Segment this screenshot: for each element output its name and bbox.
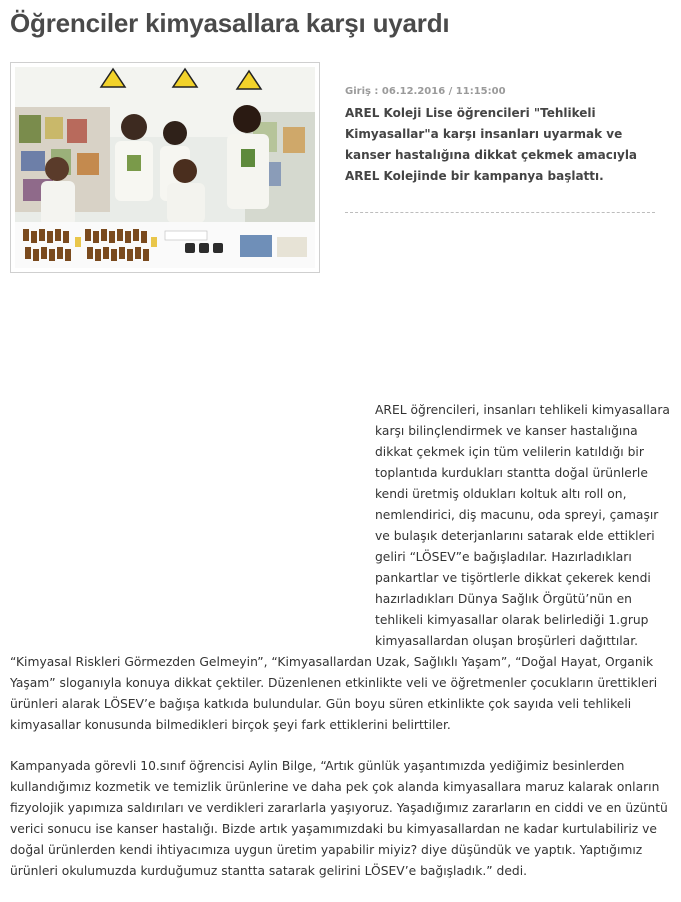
publish-date [345, 86, 506, 97]
publish-date-value: 06.12.2016 / 11:15:00 [381, 86, 506, 97]
article-body [10, 400, 670, 902]
article-summary: AREL Koleji Lise öğrencileri "Tehlikeli Kimyasallar"a karşı insanları uyarmak ve kanser hastalığına dikkat çekmek amacıyla AREL Kolejinde bir kampanya başlattı. [345, 106, 638, 183]
article-paragraph-1: AREL öğrencileri, insanları tehlikeli kimyasallara karşı bilinçlendirmek ve kanser hastalığına dikkat çekmek için tüm velilerin katıldığı bir toplantıda kurdukları stantta doğal ürünlerle kendi üretmiş oldukları koltuk altı roll on, nemlendirici, diş macunu, oda spreyi, çamaşır ve bulaşık deterjanlarını satarak elde ettikleri geliri “LÖSEV”e bağışladılar. Hazırladıkları pankartlar ve tişörtlerle dikkat çekerek kendi hazırladıkları Dünya Sağlık Örgütü’nün en tehlikeli kimyasallar olarak belirlediği 1.grup kimyasallardan oluşan broşürleri dağıttılar. “Kimyasal Riskleri Görmezden Gelmeyin”, “Kimyasallardan Uzak, Sağlıklı Yaşam”, “Doğal Hayat, Organik Yaşam” sloganıyla konuya dikkat çektiler. Düzenlenen etkinlikte veli ve öğretmenler çocukların ürettikleri ürünleri alarak LÖSEV’e bağışa katkıda bulundular. Gün boyu süren etkinlikte çok sayıda veli tehlikeli kimyasallar konusunda bilmedikleri birçok şeyi fark ettiklerini belirttiler. [10, 403, 670, 732]
students-stand-photo [15, 67, 315, 268]
publish-date-label: Giriş : [345, 86, 379, 97]
summary-divider [345, 212, 655, 213]
article-title: Öğrenciler kimyasallara karşı uyardı [10, 8, 450, 38]
article-photo[interactable] [10, 62, 320, 273]
article-paragraph-2: Kampanyada görevli 10.sınıf öğrencisi Aylin Bilge, “Artık günlük yaşantımızda yediğimiz besinlerden kullandığımız kozmetik ve temizlik ürünlerine ve daha pek çok alanda kimyasallara maruz kalarak onların fizyolojik yapımıza saldırıları ve verdikleri zararlarla yaşıyoruz. Yaşadığımız zararların en ciddi ve en üzüntü verici sonucu ise kanser hastalığı. Bizde artık yaşamımızdaki bu kimyasallardan ne kadar kurtulabiliriz ve doğal ürünlerden kendi ihtiyacımıza uygun üretim yapabilir miyiz? diye düşündük ve yaptık. Yaptığımız ürünleri okulumuzda kurduğumuz stantta satarak gelirini LÖSEV’e bağışladık.” dedi. [10, 759, 668, 878]
ad-placeholder [10, 400, 375, 652]
